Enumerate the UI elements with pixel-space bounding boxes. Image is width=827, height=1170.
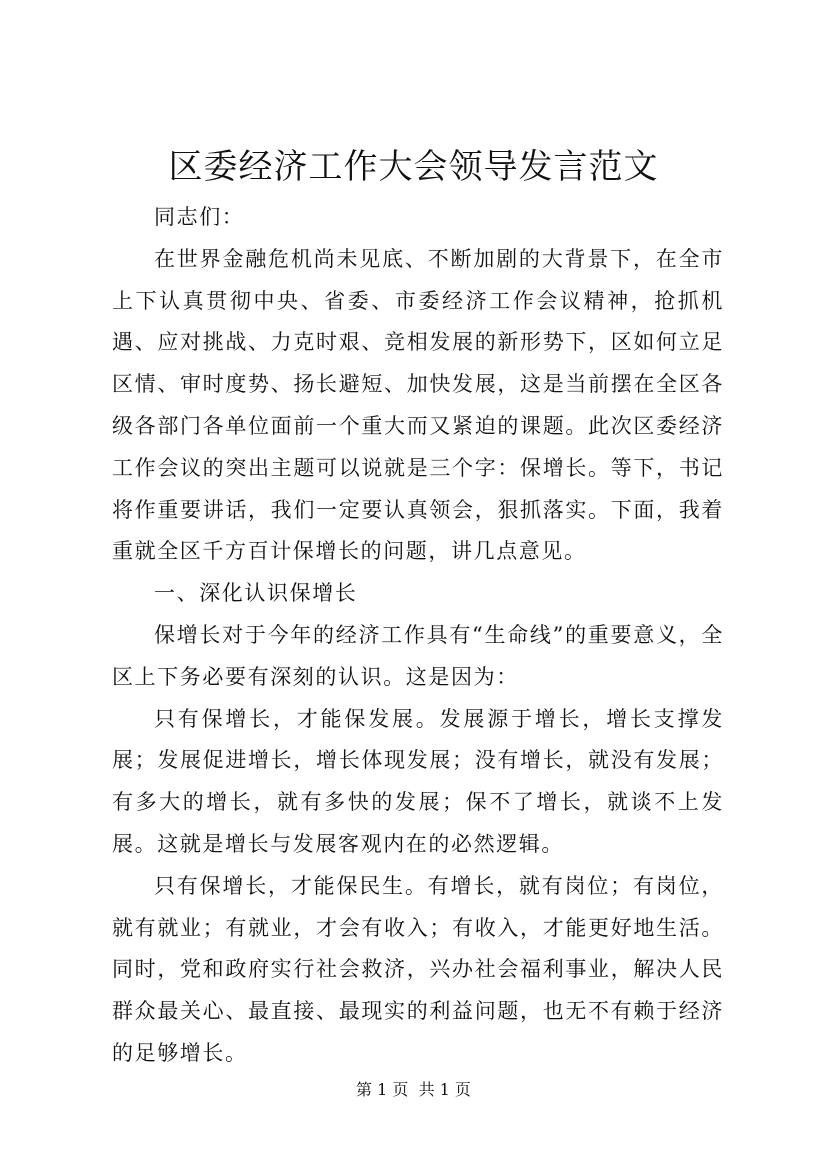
document-body — [112, 197, 724, 1075]
document-title: 区委经济工作大会领导发言范文 — [168, 147, 659, 187]
section-heading-1: 一、深化认识保增长 — [154, 581, 358, 606]
paragraph-development: 只有保增长，才能保发展。发展源于增长，增长支撑发展；发展促进增长，增长体现发展；没有增长，就没有发展；有多大的增长，就有多快的发展；保不了增长，就谈不上发展。这就是增长与发展客观内在的必然逻辑。 — [112, 706, 724, 856]
page-number-label: 第 1 页 共 1 页 — [356, 1080, 471, 1099]
page-footer — [0, 1078, 827, 1102]
paragraph-livelihood: 只有保增长，才能保民生。有增长，就有岗位；有岗位，就有就业；有就业，才会有收入；有收入，才能更好地生活。同时，党和政府实行社会救济，兴办社会福利事业，解决人民群众最关心、最直接、最现实的利益问题，也无不有赖于经济的足够增长。 — [112, 873, 724, 1065]
paragraph-significance: 保增长对于今年的经济工作具有“生命线”的重要意义，全区上下务必要有深刻的认识。这是因为： — [112, 622, 724, 689]
paragraph-intro: 在世界金融危机尚未见底、不断加剧的大背景下，在全市上下认真贯彻中央、省委、市委经济工作会议精神，抢抓机遇、应对挑战、力克时艰、竞相发展的新形势下，区如何立足区情、审时度势、扬长避短、加快发展，这是当前摆在全区各级各部门各单位面前一个重大而又紧迫的课题。此次区委经济工作会议的突出主题可以说就是三个字：保增长。等下，书记将作重要讲话，我们一定要认真领会，狠抓落实。下面，我着重就全区千方百计保增长的问题，讲几点意见。 — [112, 246, 724, 564]
salutation: 同志们： — [154, 205, 245, 229]
